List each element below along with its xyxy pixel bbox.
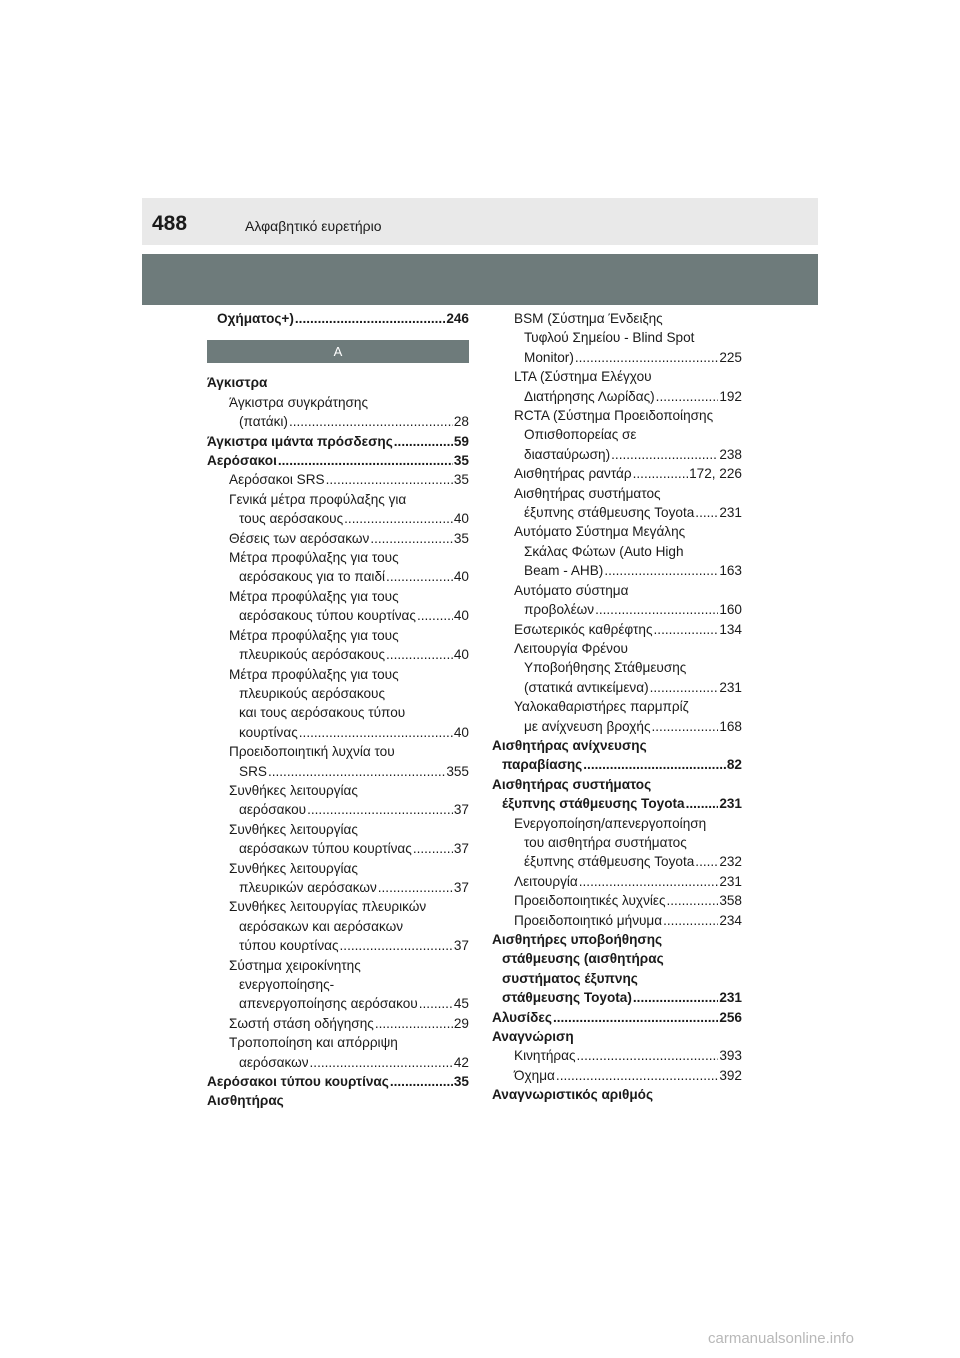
dot-leader	[583, 755, 726, 774]
index-entry	[492, 1008, 742, 1027]
dot-leader	[686, 794, 719, 813]
entry-page-number: 231	[719, 505, 742, 521]
index-entry	[207, 703, 469, 722]
entry-text: Εσωτερικός καθρέφτης	[514, 621, 653, 637]
dot-leader	[394, 432, 453, 451]
index-entry	[207, 897, 469, 916]
dot-leader	[667, 891, 719, 910]
entry-page-number: 238	[719, 446, 742, 462]
dot-leader	[595, 600, 718, 619]
entry-page-number: 42	[453, 1054, 469, 1070]
index-entry	[492, 1027, 742, 1046]
entry-text: αερόσακων και αερόσακων	[239, 918, 404, 934]
entry-page-number: 35	[453, 472, 469, 488]
index-entry	[492, 522, 742, 541]
dot-leader	[278, 451, 453, 470]
entry-text: στάθμευσης Toyota)	[502, 990, 632, 1006]
section-title: Αλφαβητικό ευρετήριο	[245, 218, 382, 234]
index-entry	[492, 620, 742, 639]
dot-leader	[310, 1053, 453, 1072]
entry-text: Ενεργοποίηση/απενεργοποίηση	[514, 815, 707, 831]
index-entry	[207, 839, 469, 858]
entry-page-number: 231	[719, 679, 742, 695]
entry-page-number: 392	[719, 1067, 742, 1083]
entry-page-number: 232	[719, 854, 742, 870]
index-entry	[207, 742, 469, 761]
index-entry	[207, 781, 469, 800]
index-entry	[207, 975, 469, 994]
index-entry	[492, 425, 742, 444]
index-entry	[492, 503, 742, 522]
entry-page-number: 225	[719, 349, 742, 365]
entry-text: Beam - AHB)	[524, 563, 604, 579]
index-entry	[492, 872, 742, 891]
dot-leader	[386, 645, 453, 664]
entry-text: Κινητήρας	[514, 1048, 576, 1064]
entry-text: Λειτουργία	[514, 873, 578, 889]
dot-leader	[654, 620, 719, 639]
index-entry	[207, 762, 469, 781]
index-entry	[492, 969, 742, 988]
entry-text: Σύστημα χειροκίνητης	[229, 957, 361, 973]
entry-page-number: 160	[719, 602, 742, 618]
entry-text: Αναγνωριστικός αριθμός	[492, 1087, 654, 1103]
entry-text: Οχήματος+)	[217, 311, 294, 326]
entry-page-number: 37	[453, 938, 469, 954]
index-entry	[207, 548, 469, 567]
index-entry	[207, 956, 469, 975]
index-entry	[207, 470, 469, 489]
entry-text: Συνθήκες λειτουργίας	[229, 860, 358, 876]
entry-text: Τυφλού Σημείου - Blind Spot	[524, 330, 695, 346]
dot-leader	[307, 800, 453, 819]
entry-text: στάθμευσης (αισθητήρας	[502, 951, 664, 967]
entry-page-number: 231	[719, 796, 742, 812]
entry-text: Λειτουργία Φρένου	[514, 640, 628, 656]
entry-text: Τροποποίηση και απόρριψη	[229, 1035, 398, 1051]
index-entry	[492, 445, 742, 464]
entry-text: BSM (Σύστημα Ένδειξης	[514, 311, 663, 326]
index-entry	[492, 600, 742, 619]
index-entry	[207, 373, 469, 392]
index-entry	[492, 1066, 742, 1085]
index-entry	[207, 529, 469, 548]
entry-text: Συνθήκες λειτουργίας	[229, 782, 358, 798]
index-entry	[207, 684, 469, 703]
entry-text: Αυτόματο σύστημα	[514, 582, 629, 598]
index-entry	[207, 645, 469, 664]
entry-text: Μέτρα προφύλαξης για τους	[229, 550, 399, 566]
index-entry	[492, 581, 742, 600]
entry-page-number: 358	[719, 893, 742, 909]
dot-leader	[344, 509, 453, 528]
entry-text: Άγκιστρα συγκράτησης	[229, 394, 369, 410]
dot-leader	[370, 529, 453, 548]
entry-text: συστήματος έξυπνης	[502, 970, 638, 986]
index-entry	[207, 1091, 469, 1110]
index-entry	[207, 393, 469, 412]
entry-page-number: 172, 226	[689, 466, 742, 482]
dot-leader	[556, 1066, 718, 1085]
index-entry	[492, 775, 742, 794]
entry-text: Συνθήκες λειτουργίας πλευρικών	[229, 899, 427, 915]
entry-text: Αλυσίδες	[492, 1009, 552, 1025]
entry-page-number: 134	[719, 621, 742, 637]
index-entry	[207, 1053, 469, 1072]
index-entry	[207, 606, 469, 625]
dot-leader	[326, 470, 453, 489]
index-entry	[207, 1014, 469, 1033]
index-entry	[207, 567, 469, 586]
entry-text: απενεργοποίησης αερόσακου	[239, 996, 418, 1012]
entry-text: αερόσακου	[239, 802, 307, 818]
index-entry	[207, 412, 469, 431]
entry-text: Αερόσακοι τύπου κουρτίνας	[207, 1074, 389, 1090]
entry-text: Γενικά μέτρα προφύλαξης για	[229, 491, 407, 507]
entry-text: τους αερόσακους	[239, 511, 344, 527]
dot-leader	[295, 309, 445, 328]
dot-leader	[633, 988, 718, 1007]
entry-text: Όχημα	[514, 1067, 555, 1083]
entry-page-number: 40	[453, 569, 469, 585]
entry-text: Σωστή στάση οδήγησης	[229, 1015, 374, 1031]
index-entry	[492, 658, 742, 677]
dot-leader	[695, 503, 718, 522]
entry-text: SRS	[239, 763, 267, 779]
entry-page-number: 37	[453, 841, 469, 857]
index-entry	[492, 328, 742, 347]
dot-leader	[378, 878, 453, 897]
entry-text: Προειδοποιητική λυχνία του	[229, 744, 395, 760]
entry-text: Αισθητήρας ανίχνευσης	[492, 737, 647, 753]
entry-text: Αναγνώριση	[492, 1029, 574, 1045]
index-entry	[492, 794, 742, 813]
entry-page-number: 45	[453, 996, 469, 1012]
entry-text: (πατάκι)	[239, 414, 288, 430]
dot-leader	[289, 412, 453, 431]
entry-text: τύπου κουρτίνας	[239, 938, 339, 954]
entry-text: Προειδοποιητικό μήνυμα	[514, 912, 663, 928]
index-entry	[492, 891, 742, 910]
entry-text: Άγκιστρα	[207, 375, 268, 391]
entry-page-number: 37	[453, 802, 469, 818]
dot-leader	[633, 464, 688, 483]
entry-page-number: 40	[453, 608, 469, 624]
dot-leader	[650, 678, 719, 697]
entry-text: Άγκιστρα ιμάντα πρόσδεσης	[207, 433, 393, 449]
index-entry	[207, 451, 469, 470]
index-entry	[207, 878, 469, 897]
index-entry	[492, 1085, 742, 1104]
entry-page-number: 59	[453, 433, 469, 449]
entry-text: Οπισθοπορείας σε	[524, 427, 637, 443]
entry-text: RCTA (Σύστημα Προειδοποίησης	[514, 408, 714, 424]
entry-text: αερόσακους για το παιδί	[239, 569, 386, 585]
index-entry	[492, 639, 742, 658]
entry-text: έξυπνης στάθμευσης Toyota	[524, 505, 695, 521]
index-entry	[492, 561, 742, 580]
entry-text: Θέσεις των αερόσακων	[229, 530, 370, 546]
entry-page-number: 231	[719, 990, 742, 1006]
index-entry	[492, 697, 742, 716]
entry-page-number: 40	[453, 511, 469, 527]
index-entry	[207, 490, 469, 509]
entry-text: Υαλοκαθαριστήρες παρμπρίζ	[514, 699, 689, 715]
dot-leader	[652, 717, 719, 736]
letter-divider: Α	[207, 340, 469, 363]
index-entry	[207, 626, 469, 645]
index-entry	[492, 464, 742, 483]
entry-page-number: 40	[453, 724, 469, 740]
entry-text: πλευρικούς αερόσακους	[239, 647, 386, 663]
index-entry	[492, 833, 742, 852]
entry-page-number: 256	[719, 1009, 742, 1025]
entry-text: με ανίχνευση βροχής	[524, 718, 651, 734]
index-entry	[207, 665, 469, 684]
entry-page-number: 393	[719, 1048, 742, 1064]
entry-text: Monitor)	[524, 349, 574, 365]
entry-text: διασταύρωση)	[524, 446, 611, 462]
index-entry	[207, 309, 469, 328]
index-entry	[492, 387, 742, 406]
entry-page-number: 35	[453, 453, 469, 469]
entry-text: κουρτίνας	[239, 724, 298, 740]
index-entry	[492, 852, 742, 871]
entry-page-number: 40	[453, 647, 469, 663]
index-entry	[492, 736, 742, 755]
index-entry	[207, 917, 469, 936]
index-entry	[207, 994, 469, 1013]
index-entry	[492, 348, 742, 367]
header-bar	[142, 198, 818, 245]
index-entry	[492, 309, 742, 328]
index-entry	[492, 717, 742, 736]
index-entry	[492, 930, 742, 949]
entry-text: Συνθήκες λειτουργίας	[229, 821, 358, 837]
index-entry	[492, 988, 742, 1007]
index-entry	[492, 949, 742, 968]
index-entry	[207, 800, 469, 819]
index-column-right	[492, 309, 742, 1105]
dot-leader	[553, 1008, 718, 1027]
entry-page-number: 355	[446, 763, 469, 779]
index-entry	[492, 542, 742, 561]
dot-leader	[656, 387, 719, 406]
dot-leader	[268, 762, 445, 781]
entry-text: LTA (Σύστημα Ελέγχου	[514, 369, 652, 385]
index-entry	[207, 859, 469, 878]
dot-leader	[375, 1014, 453, 1033]
entry-text: παραβίασης	[502, 757, 583, 773]
page-number: 488	[152, 212, 188, 235]
index-entry	[492, 814, 742, 833]
entry-text: Διατήρησης Λωρίδας)	[524, 388, 655, 404]
entry-page-number: 163	[719, 563, 742, 579]
dot-leader	[340, 936, 453, 955]
dot-leader	[413, 839, 453, 858]
entry-page-number: 28	[453, 414, 469, 430]
entry-text: Αισθητήρας ραντάρ	[514, 466, 632, 482]
dot-leader	[663, 911, 718, 930]
entry-text: Προειδοποιητικές λυχνίες	[514, 893, 666, 909]
dot-leader	[579, 872, 719, 891]
dot-leader	[386, 567, 453, 586]
entry-text: (στατικά αντικείμενα)	[524, 679, 649, 695]
index-entry	[207, 723, 469, 742]
entry-text: ενεργοποίησης-	[239, 977, 335, 992]
entry-page-number: 29	[453, 1015, 469, 1031]
entry-page-number: 35	[453, 530, 469, 546]
index-entry	[492, 678, 742, 697]
entry-page-number: 168	[719, 718, 742, 734]
entry-text: Αερόσακοι SRS	[229, 472, 325, 488]
entry-text: πλευρικών αερόσακων	[239, 879, 377, 895]
entry-text: Μέτρα προφύλαξης για τους	[229, 627, 399, 643]
index-entry	[492, 484, 742, 503]
entry-text: Αισθητήρες υποβοήθησης	[492, 932, 663, 947]
index-entry	[207, 509, 469, 528]
entry-text: Αερόσακοι	[207, 453, 277, 469]
dot-leader	[390, 1072, 453, 1091]
dot-leader	[419, 994, 453, 1013]
entry-text: του αισθητήρα συστήματος	[524, 834, 687, 850]
entry-text: αερόσακων τύπου κουρτίνας	[239, 841, 412, 857]
dot-leader	[417, 606, 453, 625]
entry-text: Σκάλας Φώτων (Auto High	[524, 543, 684, 559]
index-entry	[492, 755, 742, 774]
index-entry	[207, 1033, 469, 1052]
index-entry	[492, 911, 742, 930]
entry-text: προβολέων	[524, 602, 595, 618]
dot-leader	[575, 348, 718, 367]
entry-text: Μέτρα προφύλαξης για τους	[229, 588, 399, 604]
header-band	[142, 254, 818, 305]
index-column-left	[207, 309, 469, 1111]
entry-text: Αισθητήρας συστήματος	[514, 485, 661, 501]
entry-page-number: 37	[453, 879, 469, 895]
entry-text: Μέτρα προφύλαξης για τους	[229, 666, 399, 682]
dot-leader	[577, 1046, 719, 1065]
dot-leader	[299, 723, 453, 742]
dot-leader	[611, 445, 718, 464]
entry-text: Αυτόματο Σύστημα Μεγάλης	[514, 524, 686, 540]
entry-text: και τους αερόσακους τύπου	[239, 705, 406, 721]
index-entry	[207, 587, 469, 606]
watermark: carmanualsonline.info	[708, 1330, 854, 1347]
entry-text: Αισθητήρας συστήματος	[492, 776, 652, 792]
entry-page-number: 234	[719, 912, 742, 928]
dot-leader	[604, 561, 718, 580]
index-entry	[207, 820, 469, 839]
entry-text: αερόσακους τύπου κουρτίνας	[239, 608, 416, 624]
index-entry	[492, 367, 742, 386]
entry-text: πλευρικούς αερόσακους	[239, 685, 386, 701]
entry-text: έξυπνης στάθμευσης Toyota	[524, 854, 695, 870]
entry-page-number: 192	[719, 388, 742, 404]
index-entry	[207, 1072, 469, 1091]
index-entry	[207, 432, 469, 451]
dot-leader	[695, 852, 718, 871]
entry-text: έξυπνης στάθμευσης Toyota	[502, 796, 685, 812]
entry-text: Αισθητήρας	[207, 1093, 284, 1109]
index-entry	[492, 406, 742, 425]
entry-page-number: 231	[719, 873, 742, 889]
index-entry	[492, 1046, 742, 1065]
index-entry	[207, 936, 469, 955]
entry-text: αερόσακων	[239, 1054, 309, 1070]
entry-page-number: 246	[446, 311, 469, 326]
entry-text: Υποβοήθησης Στάθμευσης	[524, 660, 687, 676]
entry-page-number: 35	[453, 1074, 469, 1090]
entry-page-number: 82	[726, 757, 742, 773]
